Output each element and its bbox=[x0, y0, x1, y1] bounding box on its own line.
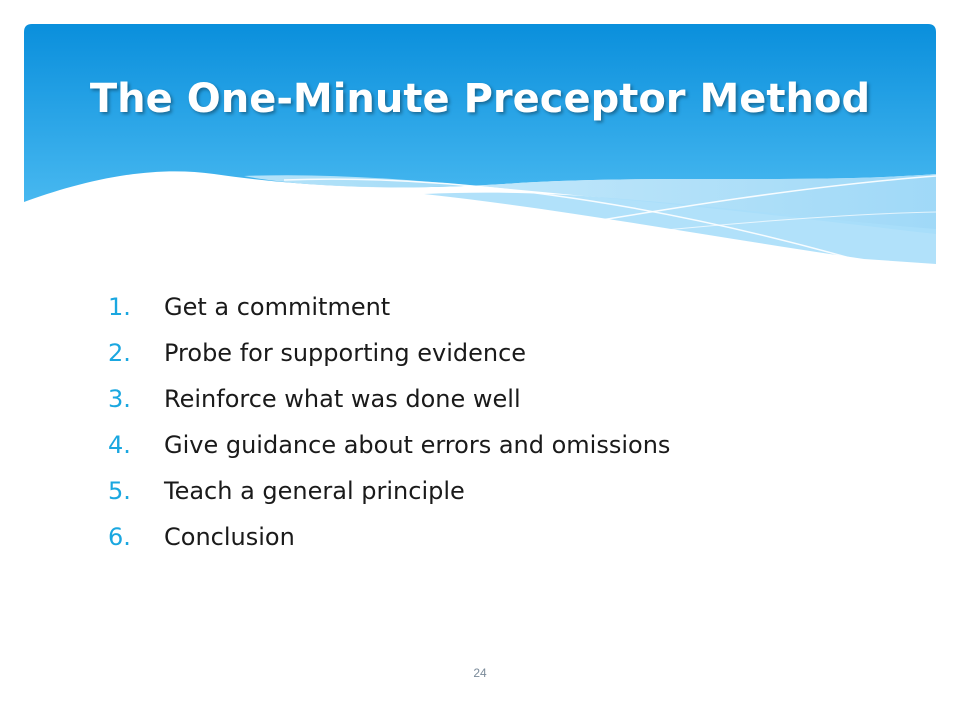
list-item-text: Teach a general principle bbox=[164, 477, 465, 505]
list-item-text: Reinforce what was done well bbox=[164, 385, 521, 413]
list-item-number: 2. bbox=[108, 339, 131, 367]
list-item-text: Give guidance about errors and omissions bbox=[164, 431, 671, 459]
list-item bbox=[100, 514, 670, 560]
list-item-number: 3. bbox=[108, 385, 131, 413]
list-item-number: 6. bbox=[108, 523, 131, 551]
list-item-text: Conclusion bbox=[164, 523, 295, 551]
list-item-text: Get a commitment bbox=[164, 293, 391, 321]
page-number: 24 bbox=[473, 666, 487, 680]
list-item-number: 4. bbox=[108, 431, 131, 459]
list-item bbox=[100, 422, 670, 468]
list-item bbox=[100, 468, 670, 514]
list-item-number: 1. bbox=[108, 293, 131, 321]
numbered-list bbox=[100, 284, 670, 560]
slide-title: The One-Minute Preceptor Method bbox=[89, 76, 871, 122]
list-item-number: 5. bbox=[108, 477, 131, 505]
header-wave-banner bbox=[24, 24, 936, 274]
list-item bbox=[100, 284, 670, 330]
list-item bbox=[100, 376, 670, 422]
list-item bbox=[100, 330, 670, 376]
list-item-text: Probe for supporting evidence bbox=[164, 339, 527, 367]
